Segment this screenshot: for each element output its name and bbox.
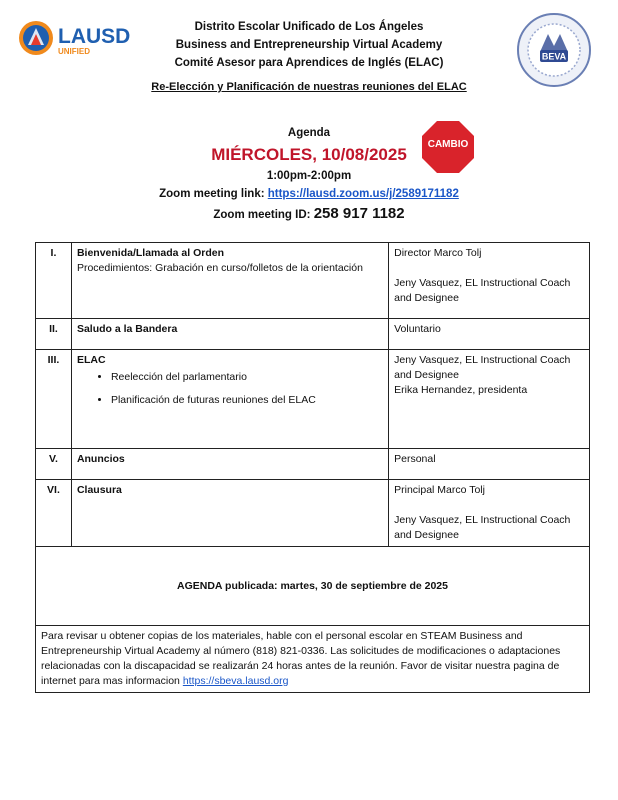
item-number: V. <box>36 449 72 480</box>
agenda-table <box>35 242 590 693</box>
item-detail: Procedimientos: Grabación en curso/folletos de la orientación <box>76 262 363 274</box>
svg-text:LAUSD: LAUSD <box>58 25 131 48</box>
zoom-meeting-link[interactable]: https://lausd.zoom.us/j/2589171182 <box>267 188 459 200</box>
zoom-link-label: Zoom meeting link: <box>159 188 268 200</box>
table-row <box>36 449 590 480</box>
zoom-meeting-id: 258 917 1182 <box>313 205 405 222</box>
zoom-link-line <box>100 185 518 203</box>
item-title: ELAC <box>76 354 106 366</box>
table-row <box>36 243 590 319</box>
footer-text: Para revisar u obtener copias de los materiales, hable con el personal escolar en STEAM Business and Entrepreneurship Virtual Academy al número (818) 821-0336. Las solicitudes de modificaciones o adaptaciones relacionadas con la discapacidad se realizarán 24 horas antes de la reunión. Favor de visitar nuestra pagina de internet para mas informacion <box>41 630 561 687</box>
item-title: Bienvenida/Llamada al Orden <box>76 247 224 259</box>
table-row <box>36 350 590 449</box>
item-cell <box>71 243 388 319</box>
beva-seal-logo <box>516 12 592 88</box>
item-cell <box>71 480 388 547</box>
table-row <box>36 547 590 626</box>
presenter: Voluntario <box>394 323 441 335</box>
presenter-cell <box>389 243 590 319</box>
presenter: Erika Hernandez, presidenta <box>394 384 528 396</box>
published-date: AGENDA publicada: martes, 30 de septiembre de 2025 <box>36 547 590 626</box>
stop-sign-icon <box>418 117 478 177</box>
item-number: VI. <box>36 480 72 547</box>
svg-text:BEVA: BEVA <box>541 51 567 62</box>
change-badge-text: CAMBIO <box>427 139 469 150</box>
svg-text:UNIFIED: UNIFIED <box>58 47 90 56</box>
presenter-cell <box>389 449 590 480</box>
footer-note <box>36 626 590 693</box>
school-website-link[interactable]: https://sbeva.lausd.org <box>182 675 289 687</box>
item-title: Anuncios <box>76 453 125 465</box>
presenter: Personal <box>394 453 436 465</box>
bullet-item: • Planificación de futuras reuniones del ELAC <box>111 393 383 408</box>
presenter: Jeny Vasquez, EL Instructional Coach and Designee <box>394 354 571 381</box>
item-title: Saludo a la Bandera <box>76 323 178 335</box>
zoom-id-line <box>100 203 518 226</box>
item-number: III. <box>36 350 72 449</box>
presenter-cell <box>389 350 590 449</box>
meeting-time: 1:00pm-2:00pm <box>266 170 352 182</box>
item-bullets <box>77 370 383 408</box>
presenter-cell <box>389 319 590 350</box>
presenter-cell <box>389 480 590 547</box>
district-name: Distrito Escolar Unificado de Los Ángeles <box>194 21 424 33</box>
item-cell <box>71 350 388 449</box>
item-number: I. <box>36 243 72 319</box>
item-cell <box>71 319 388 350</box>
presenter: Principal Marco Tolj <box>394 484 485 496</box>
school-name: Business and Entrepreneurship Virtual Academy <box>175 39 443 51</box>
agenda-label: Agenda <box>287 127 331 139</box>
document-header <box>150 18 468 72</box>
table-row <box>36 626 590 693</box>
table-row <box>36 480 590 547</box>
bullet-item: • Reelección del parlamentario <box>111 370 383 385</box>
table-row <box>36 319 590 350</box>
presenter: Jeny Vasquez, EL Instructional Coach and Designee <box>394 277 571 304</box>
item-title: Clausura <box>76 484 122 496</box>
lausd-logo <box>18 18 144 58</box>
item-number: II. <box>36 319 72 350</box>
zoom-id-label: Zoom meeting ID: <box>213 209 314 221</box>
meeting-date: MIÉRCOLES, 10/08/2025 <box>211 145 407 164</box>
presenter: Director Marco Tolj <box>394 247 482 259</box>
item-cell <box>71 449 388 480</box>
committee-name: Comité Asesor para Aprendices de Inglés (ELAC) <box>174 57 444 69</box>
document-subtitle: Re-Elección y Planificación de nuestras reuniones del ELAC <box>151 81 467 93</box>
presenter: Jeny Vasquez, EL Instructional Coach and Designee <box>394 514 571 541</box>
